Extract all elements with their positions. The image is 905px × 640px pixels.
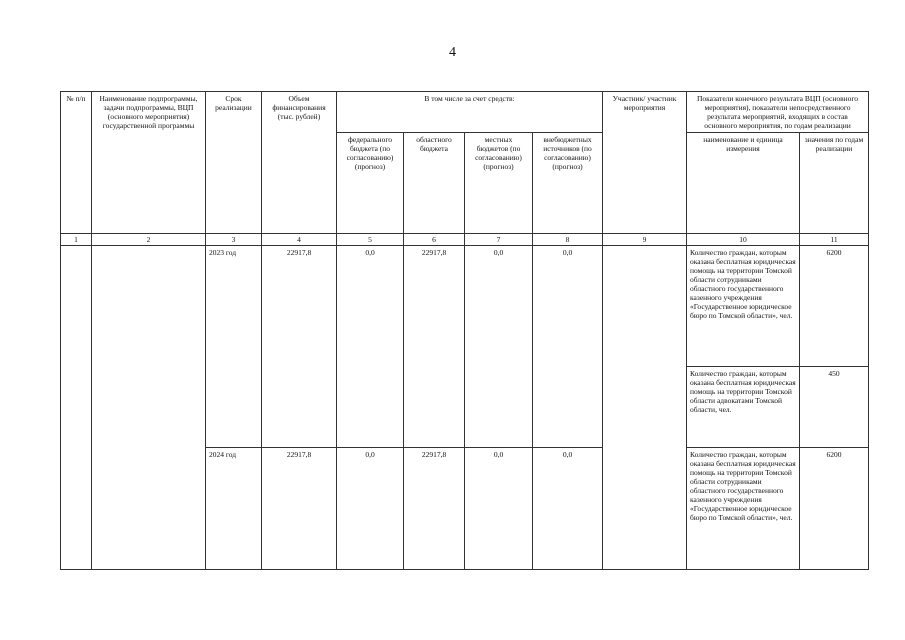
- row-federal: 0,0: [337, 448, 404, 570]
- row-regional: 22917,8: [404, 448, 465, 570]
- indicator-name: Количество граждан, которым оказана бесплатная юридическая помощь на территории Томской области адвокатами Томской области, чел.: [687, 367, 800, 448]
- column-number: 9: [603, 234, 687, 246]
- column-number: 7: [465, 234, 533, 246]
- column-numbers-row: [61, 234, 869, 246]
- row-extra: 0,0: [533, 246, 603, 448]
- header-num: № п/п: [61, 92, 92, 234]
- column-number: 1: [61, 234, 92, 246]
- header-extra: внебюджетных источников (по согласованию) (прогноз): [533, 133, 603, 234]
- header-indicators: Показатели конечного результата ВЦП (основного мероприятия), показатели непосредственного результата мероприятий, входящих в состав основного мероприятия, по годам реализации: [687, 92, 869, 133]
- row-extra: 0,0: [533, 448, 603, 570]
- row-name-cell: [92, 246, 206, 570]
- row-volume: 22917,8: [262, 246, 337, 448]
- header-regional: областного бюджета: [404, 133, 465, 234]
- row-year: 2024 год: [206, 448, 262, 570]
- header-ind-name: наименование и единица измерения: [687, 133, 800, 234]
- header-name: Наименование подпрограммы, задачи подпрограммы, ВЦП (основного мероприятия) государственной программы: [92, 92, 206, 234]
- row-local: 0,0: [465, 246, 533, 448]
- column-number: 5: [337, 234, 404, 246]
- column-number: 11: [800, 234, 869, 246]
- row-local: 0,0: [465, 448, 533, 570]
- column-number: 4: [262, 234, 337, 246]
- indicator-value: 450: [800, 367, 869, 448]
- header-local: местных бюджетов (по согласованию) (прогноз): [465, 133, 533, 234]
- table-row: [61, 246, 869, 367]
- row-year: 2023 год: [206, 246, 262, 448]
- row-regional: 22917,8: [404, 246, 465, 448]
- row-federal: 0,0: [337, 246, 404, 448]
- indicator-name: Количество граждан, которым оказана бесплатная юридическая помощь на территории Томской области сотрудниками областного государственного казенного учреждения «Государственное юридическое бюро по Томской области», чел.: [687, 246, 800, 367]
- header-ind-values: значения по годам реализации: [800, 133, 869, 234]
- row-num-cell: [61, 246, 92, 570]
- column-number: 10: [687, 234, 800, 246]
- column-number: 8: [533, 234, 603, 246]
- header-federal: федерального бюджета (по согласованию) (прогноз): [337, 133, 404, 234]
- header-participant: Участник/ участник мероприятия: [603, 92, 687, 234]
- column-number: 6: [404, 234, 465, 246]
- indicator-name: Количество граждан, которым оказана бесплатная юридическая помощь на территории Томской области сотрудниками областного государственного казенного учреждения «Государственное юридическое бюро по Томской области», чел.: [687, 448, 800, 570]
- header-volume: Объем финансирования (тыс. рублей): [262, 92, 337, 234]
- header-period: Срок реализации: [206, 92, 262, 234]
- row-volume: 22917,8: [262, 448, 337, 570]
- indicator-value: 6200: [800, 246, 869, 367]
- column-number: 2: [92, 234, 206, 246]
- row-participant-cell: [603, 246, 687, 570]
- header-including: В том числе за счет средств:: [337, 92, 603, 133]
- column-number: 3: [206, 234, 262, 246]
- page-number: 4: [449, 45, 456, 60]
- budget-table: [60, 91, 869, 570]
- indicator-value: 6200: [800, 448, 869, 570]
